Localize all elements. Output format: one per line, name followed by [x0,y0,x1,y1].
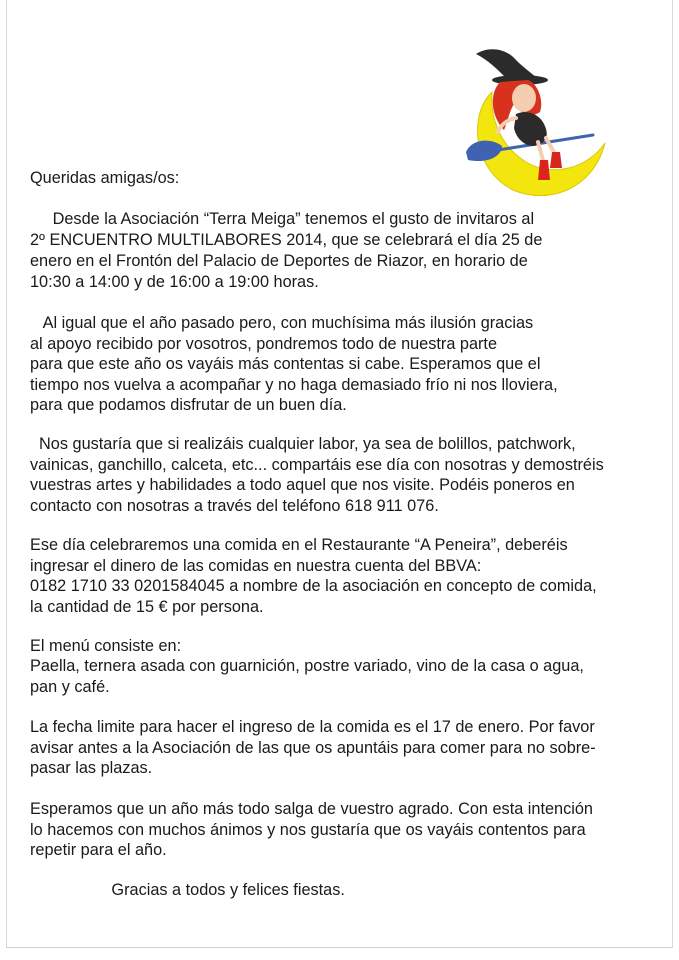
paragraph-line: La fecha limite para hacer el ingreso de la comida es el 17 de enero. Por favor [30,718,595,736]
paragraph-line: Paella, ternera asada con guarnición, postre variado, vino de la casa o agua, [30,657,584,675]
paragraph-line: al apoyo recibido por vosotros, pondremos todo de nuestra parte [30,335,498,353]
witch-boot [538,160,550,180]
paragraph-line: Desde la Asociación “Terra Meiga” tenemos el gusto de invitaros al [30,210,535,228]
paragraph-line: para que podamos disfrutar de un buen día. [30,396,347,414]
paragraph-line: Al igual que el año pasado pero, con muchísima más ilusión gracias [30,314,534,332]
witch-boot [550,152,562,168]
paragraph-line: 2º ENCUENTRO MULTILABORES 2014, que se celebrará el día 25 de [30,231,543,249]
paragraph-line: lo hacemos con muchos ánimos y nos gustaría que os vayáis contentos para [30,821,586,839]
paragraph-line: ingresar el dinero de las comidas en nuestra cuenta del BBVA: [30,557,482,575]
paragraph-line: para que este año os vayáis más contentas si cabe. Esperamos que el [30,355,541,373]
paragraph-line: tiempo nos vuelva a acompañar y no haga demasiado frío ni nos lloviera, [30,376,558,394]
witch-dress [514,112,547,146]
greeting: Queridas amigas/os: [30,169,180,187]
paragraph-line: la cantidad de 15 € por persona. [30,598,264,616]
paragraph-line: contacto con nosotras a través del teléfono 618 911 076. [30,497,439,515]
witch-on-broom-moon-icon [458,40,608,200]
paragraph-line: Ese día celebraremos una comida en el Restaurante “A Peneira”, deberéis [30,536,568,554]
paragraph-line: pan y café. [30,678,110,696]
paragraph-line: vuestras artes y habilidades a todo aquel que nos visite. Podéis poneros en [30,476,575,494]
paragraph-line: El menú consiste en: [30,637,182,655]
paragraph-line: 0182 1710 33 0201584045 a nombre de la asociación en concepto de comida, [30,577,597,595]
paragraph-line: enero en el Frontón del Palacio de Deportes de Riazor, en horario de [30,252,528,270]
closing: Gracias a todos y felices fiestas. [30,881,345,899]
paragraph-line: Esperamos que un año más todo salga de vuestro agrado. Con esta intención [30,800,593,818]
witch-face [512,84,536,112]
paragraph-line: pasar las plazas. [30,759,153,777]
paragraph-line: 10:30 a 14:00 y de 16:00 a 19:00 horas. [30,273,319,291]
paragraph-line: repetir para el año. [30,841,167,859]
paragraph-line: avisar antes a la Asociación de las que os apuntáis para comer para no sobre- [30,739,596,757]
paragraph-line: vainicas, ganchillo, calceta, etc... compartáis ese día con nosotras y demostréis [30,456,604,474]
paragraph-line: Nos gustaría que si realizáis cualquier labor, ya sea de bolillos, patchwork, [30,435,576,453]
